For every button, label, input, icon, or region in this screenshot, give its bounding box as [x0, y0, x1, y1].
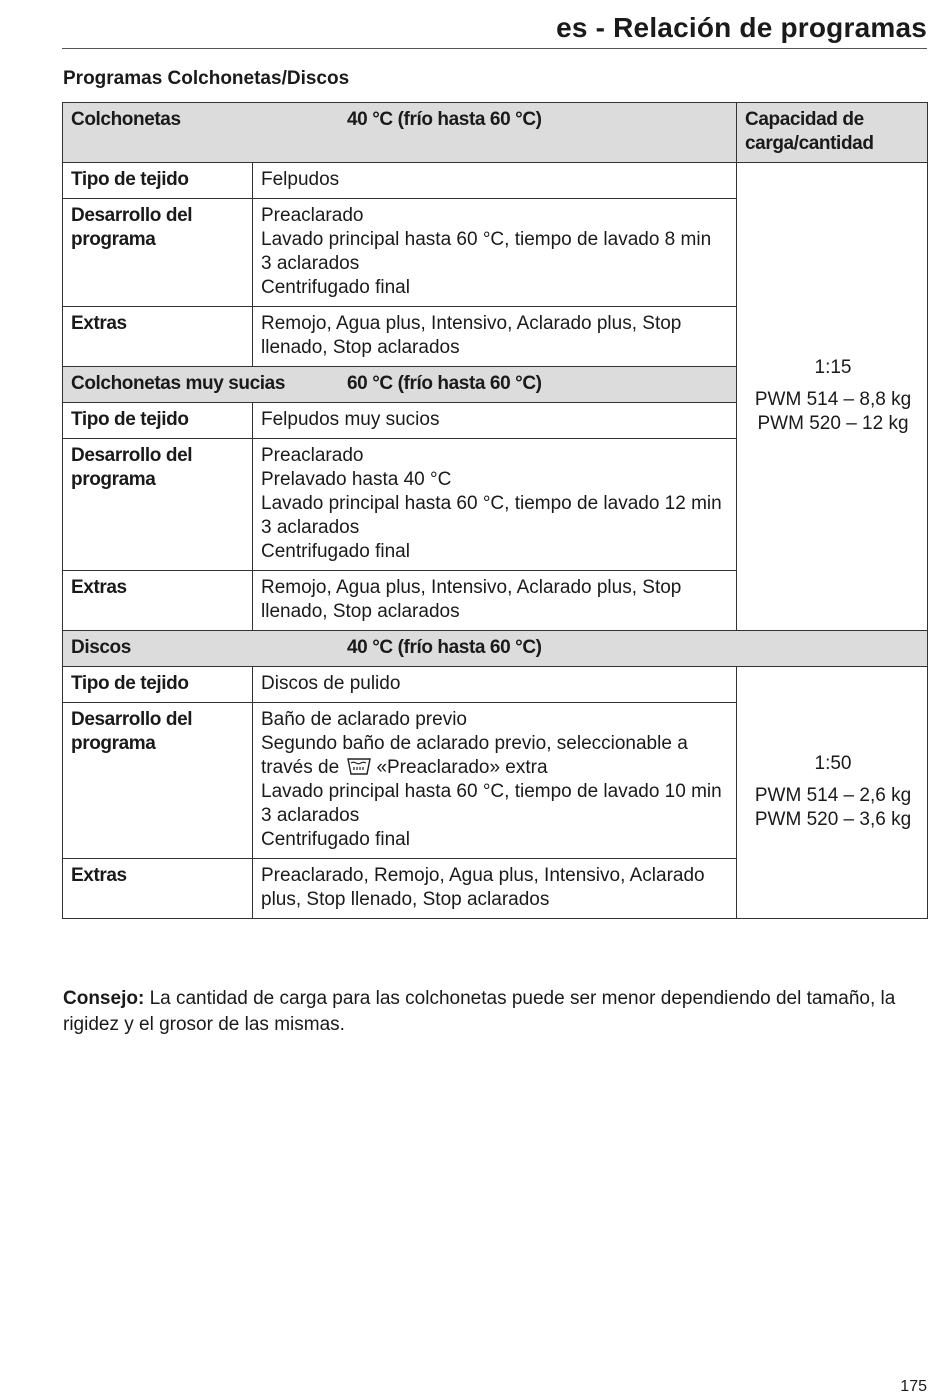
- capacity-cell-1: [737, 163, 928, 631]
- program-header-colchonetas: [63, 103, 928, 163]
- row-label: Tipo de tejido: [63, 163, 253, 199]
- capacity-line: PWM 514 – 8,8 kg: [754, 389, 912, 410]
- program-name: Discos: [71, 637, 131, 658]
- extras-value: Remojo, Agua plus, Intensivo, Aclarado plus, Stop llenado, Stop aclarados: [253, 307, 737, 367]
- sequence-step: Lavado principal hasta 60 °C, tiempo de lavado 12 min: [261, 493, 722, 514]
- sequence-step: Centrifugado final: [261, 829, 410, 850]
- tip-note: [63, 986, 923, 1038]
- sequence-step: Centrifugado final: [261, 541, 410, 562]
- tip-text: La cantidad de carga para las colchonetas puede ser menor dependiendo del tamaño, la rigidez y el grosor de las mismas.: [63, 988, 896, 1035]
- tip-label: Consejo:: [63, 988, 145, 1009]
- program-sequence: [253, 703, 737, 859]
- sequence-step: 3 aclarados: [261, 517, 360, 538]
- sequence-step: 3 aclarados: [261, 805, 360, 826]
- row-label: Desarrollo del programa: [63, 199, 253, 307]
- sequence-step-suffix: «Preaclarado» extra: [376, 757, 548, 778]
- program-temperature: 40 °C (frío hasta 60 °C): [347, 109, 542, 130]
- sequence-step: 3 aclarados: [261, 253, 360, 274]
- sequence-step: Preaclarado: [261, 205, 364, 226]
- row-label: Desarrollo del programa: [63, 439, 253, 571]
- row-label: Tipo de tejido: [63, 403, 253, 439]
- program-name: Colchonetas muy sucias: [71, 373, 285, 394]
- header-title: es - Relación de programas: [556, 12, 927, 43]
- sequence-step: Segundo baño de aclarado previo, seleccionable a través de: [261, 733, 688, 778]
- fabric-type-value: Felpudos: [253, 163, 737, 199]
- capacity-header: Capacidad de carga/cantidad: [737, 103, 928, 163]
- program-header-cell: [63, 631, 928, 667]
- prewash-tub-icon: [346, 756, 372, 776]
- capacity-line: PWM 520 – 12 kg: [757, 413, 909, 434]
- program-header-cell: [63, 103, 737, 163]
- program-sequence: [253, 439, 737, 571]
- capacity-ratio: 1:15: [814, 357, 852, 378]
- table-row: [63, 667, 928, 703]
- row-label: Extras: [63, 571, 253, 631]
- section-title: Programas Colchonetas/Discos: [63, 68, 350, 89]
- sequence-step: Lavado principal hasta 60 °C, tiempo de lavado 8 min: [261, 229, 712, 250]
- sequence-step: Baño de aclarado previo: [261, 709, 467, 730]
- fabric-type-value: Discos de pulido: [253, 667, 737, 703]
- extras-value: Preaclarado, Remojo, Agua plus, Intensivo, Aclarado plus, Stop llenado, Stop aclarados: [253, 859, 737, 919]
- fabric-type-value: Felpudos muy sucios: [253, 403, 737, 439]
- capacity-line: PWM 520 – 3,6 kg: [754, 809, 912, 830]
- table-row: [63, 163, 928, 199]
- row-label: Extras: [63, 859, 253, 919]
- sequence-step: Preaclarado: [261, 445, 364, 466]
- sequence-step: Lavado principal hasta 60 °C, tiempo de lavado 10 min: [261, 781, 722, 802]
- program-temperature: 40 °C (frío hasta 60 °C): [347, 637, 542, 658]
- capacity-ratio: 1:50: [814, 753, 852, 774]
- program-header-discos: [63, 631, 928, 667]
- row-label: Desarrollo del programa: [63, 703, 253, 859]
- program-header-cell: [63, 367, 737, 403]
- program-temperature: 60 °C (frío hasta 60 °C): [347, 373, 542, 394]
- row-label: Tipo de tejido: [63, 667, 253, 703]
- row-label: Extras: [63, 307, 253, 367]
- program-sequence: [253, 199, 737, 307]
- program-name: Colchonetas: [71, 109, 181, 130]
- page-header: [62, 8, 927, 49]
- extras-value: Remojo, Agua plus, Intensivo, Aclarado plus, Stop llenado, Stop aclarados: [253, 571, 737, 631]
- page-number: 175: [900, 1378, 927, 1395]
- sequence-step: Prelavado hasta 40 °C: [261, 469, 452, 490]
- capacity-line: PWM 514 – 2,6 kg: [754, 785, 912, 806]
- capacity-cell-2: [737, 667, 928, 919]
- programs-table: [62, 102, 928, 919]
- sequence-step: Centrifugado final: [261, 277, 410, 298]
